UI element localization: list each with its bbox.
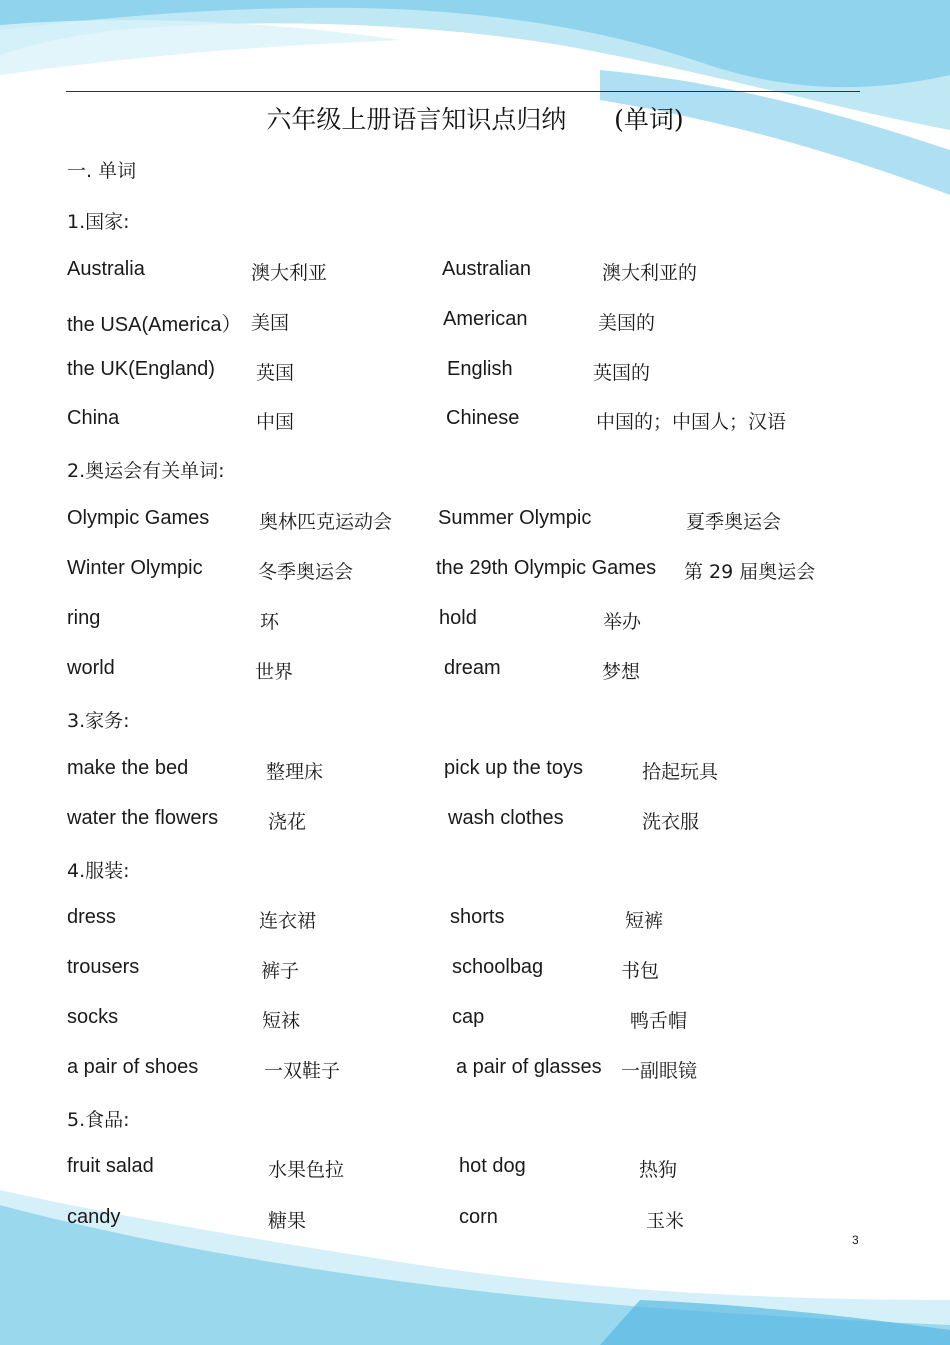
group-heading-olympics: 2.奥运会有关单词:	[67, 460, 225, 482]
vocab-chinese: 澳大利亚	[251, 262, 328, 284]
vocab-english: make the bed	[67, 757, 189, 779]
vocab-english: Winter Olympic	[67, 557, 203, 579]
vocab-chinese: 英国的	[593, 362, 651, 384]
vocab-chinese: 英国	[256, 362, 295, 384]
vocab-chinese: 书包	[621, 960, 660, 982]
vocab-english: wash clothes	[448, 807, 564, 829]
vocab-chinese: 热狗	[639, 1159, 678, 1181]
vocab-english: the 29th Olympic Games	[436, 557, 657, 579]
vocab-english: English	[447, 358, 513, 380]
vocab-chinese: 糖果	[268, 1210, 307, 1232]
vocab-english: dress	[67, 906, 116, 928]
vocab-chinese: 鸭舌帽	[630, 1010, 688, 1032]
vocab-chinese: 整理床	[266, 761, 324, 783]
vocab-english: trousers	[67, 956, 140, 978]
vocab-english: pick up the toys	[444, 757, 583, 779]
vocab-chinese: 举办	[603, 611, 642, 633]
vocab-chinese: 奥林匹克运动会	[259, 511, 393, 533]
vocab-english: Olympic Games	[67, 507, 210, 529]
vocab-chinese: 玉米	[646, 1210, 685, 1232]
vocab-chinese: 美国	[251, 312, 290, 334]
vocab-chinese: 一双鞋子	[264, 1060, 341, 1082]
vocab-english: corn	[459, 1206, 498, 1228]
vocab-chinese: 中国的；中国人；汉语	[596, 411, 787, 433]
vocab-chinese: 中国	[256, 411, 295, 433]
vocab-chinese: 浇花	[268, 811, 307, 833]
group-heading-clothing: 4.服装:	[67, 860, 130, 882]
vocab-english: socks	[67, 1006, 119, 1028]
vocab-english: Chinese	[446, 407, 520, 429]
vocab-chinese: 世界	[255, 661, 294, 683]
vocab-chinese: 环	[260, 611, 280, 633]
page-title: 六年级上册语言知识点归纳 (单词)	[266, 105, 684, 134]
vocab-english: hot dog	[459, 1155, 526, 1177]
vocab-chinese: 澳大利亚的	[602, 262, 698, 284]
vocab-chinese: 冬季奥运会	[258, 561, 354, 583]
vocab-english: a pair of glasses	[456, 1056, 602, 1078]
group-heading-countries: 1.国家:	[67, 211, 130, 233]
vocab-english: Australia	[67, 258, 145, 280]
vocab-english: cap	[452, 1006, 485, 1028]
vocab-english: dream	[444, 657, 501, 679]
vocab-english: the USA(America）	[67, 314, 242, 336]
vocab-english: water the flowers	[67, 807, 219, 829]
vocab-english: China	[67, 407, 120, 429]
vocab-chinese: 水果色拉	[268, 1159, 345, 1181]
vocab-chinese: 短裤	[625, 910, 664, 932]
vocab-chinese: 梦想	[602, 661, 641, 683]
vocab-chinese: 洗衣服	[642, 811, 700, 833]
vocab-english: Summer Olympic	[438, 507, 592, 529]
vocab-chinese: 短袜	[262, 1010, 301, 1032]
vocab-english: ring	[67, 607, 101, 629]
group-heading-chores: 3.家务:	[67, 710, 130, 732]
vocab-chinese: 裤子	[261, 960, 300, 982]
vocab-english: Australian	[442, 258, 531, 280]
vocab-english: shorts	[450, 906, 505, 928]
vocab-english: world	[67, 657, 115, 679]
group-heading-food: 5.食品:	[67, 1109, 130, 1131]
page-number: 3	[852, 1233, 859, 1247]
vocab-chinese: 拾起玩具	[642, 761, 719, 783]
section-heading: 一. 单词	[67, 160, 137, 182]
vocab-english: fruit salad	[67, 1155, 154, 1177]
vocab-chinese: 连衣裙	[259, 910, 317, 932]
vocab-chinese: 夏季奥运会	[686, 511, 782, 533]
vocab-chinese: 一副眼镜	[621, 1060, 698, 1082]
header-rule	[66, 91, 860, 92]
vocab-chinese: 第 29 届奥运会	[684, 561, 816, 583]
vocab-chinese: 美国的	[598, 312, 656, 334]
vocab-english: the UK(England)	[67, 358, 215, 380]
vocab-english: candy	[67, 1206, 121, 1228]
vocab-english: a pair of shoes	[67, 1056, 199, 1078]
vocab-english: American	[443, 308, 528, 330]
vocab-english: hold	[439, 607, 477, 629]
vocab-english: schoolbag	[452, 956, 544, 978]
